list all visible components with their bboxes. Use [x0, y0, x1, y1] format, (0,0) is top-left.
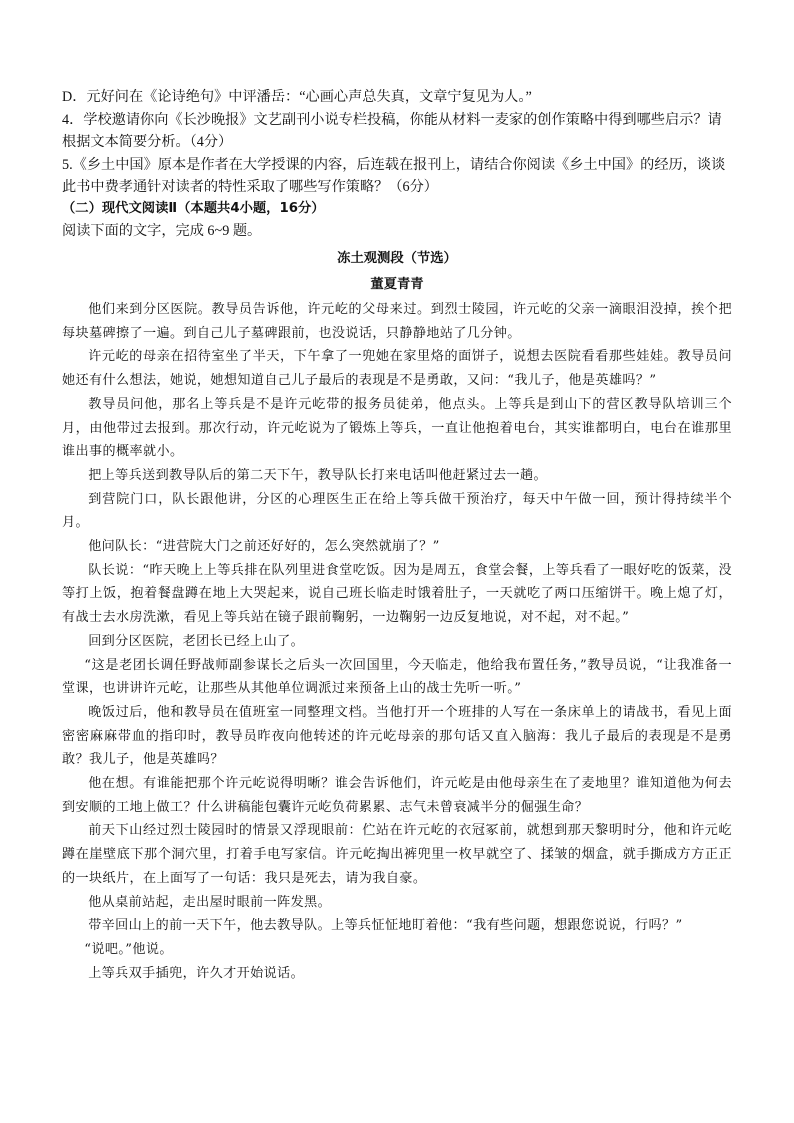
article-title: 冻土观测段（节选） — [337, 251, 457, 266]
article-paragraph: 他问队长：“进营院大门之前还好好的，怎么突然就崩了？” — [88, 539, 440, 555]
article-body — [62, 298, 732, 985]
article-paragraph: 上等兵双手插兜，许久才开始说话。 — [88, 965, 305, 981]
article-paragraph: 回到分区医院，老团长已经上山了。 — [88, 633, 305, 649]
article-author: 董夏青青 — [370, 277, 424, 292]
question-5: 5.《乡土中国》原本是作者在大学授课的内容，后连载在报刊上，请结合你阅读《乡土中国》的经历，谈谈此书中费孝通针对读者的特性采取了哪些写作策略？（6分） — [62, 157, 726, 195]
article-paragraph: 他们来到分区医院。教导员告诉他，许元屹的父母来过。到烈士陵园，许元屹的父亲一滴眼泪没掉，挨个把每块墓碑擦了一遍。到自己儿子墓碑跟前，也没说话，只静静地站了几分钟。 — [62, 302, 732, 341]
article-paragraph: 晚饭过后，他和教导员在值班室一同整理文档。当他打开一个班排的人写在一条床单上的请战书，看见上面密密麻麻带血的指印时，教导员昨夜向他转述的许元屹母亲的那句话又直入脑海：我儿子最后的表现是不是勇敢？我儿子，他是英雄吗？ — [62, 704, 732, 768]
article-paragraph: 带辛回山上的前一天下午，他去教导队。上等兵怔怔地盯着他：“我有些问题，想跟您说说，行吗？” — [88, 918, 683, 934]
section-heading: （二）现代文阅读Ⅱ（本题共4小题，16分） — [62, 201, 325, 216]
article-paragraph: 前天下山经过烈士陵园时的情景又浮现眼前：伫站在许元屹的衣冠冢前，就想到那天黎明时分，他和许元屹蹲在崖壁底下那个洞穴里，打着手电写家信。许元屹掏出裤兜里一枚早就空了、揉皱的烟盒，就手撕成方方正正的一块纸片，在上面写了一句话：我只是死去，请为我自豪。 — [62, 823, 732, 886]
article-paragraph: 教导员问他，那名上等兵是不是许元屹带的报务员徒弟，他点头。上等兵是到山下的营区教导队培训三个月，由他带过去报到。那次行动，许元屹说为了锻炼上等兵，一直让他抱着电台，其实谁都明白，电台在谁那里谁出事的概率就小。 — [62, 396, 732, 460]
article-paragraph: 队长说：“昨天晚上上等兵排在队列里进食堂吃饭。因为是周五，食堂会餐，上等兵看了一眼好吃的饭菜，没等打上饭，抱着餐盘蹲在地上大哭起来，说自己班长临走时饿着肚子，一天就吃了两口压缩饼干。晚上熄了灯，有战士去水房洗漱，看见上等兵站在镜子跟前鞠躬，一边鞠躬一边反复地说，对不起，对不起。” — [62, 562, 732, 626]
section-instruction: 阅读下面的文字，完成 6~9 题。 — [62, 223, 262, 239]
question-option-d: D．元好问在《论诗绝句》中评潘岳：“心画心声总失真，文章宁复见为人。” — [62, 89, 532, 105]
article-paragraph: 他从桌前站起，走出屋时眼前一阵发黑。 — [88, 894, 332, 910]
article-paragraph: 把上等兵送到教导队后的第二天下午，教导队长打来电话叫他赶紧过去一趟。 — [88, 467, 547, 483]
question-4: 4．学校邀请你向《长沙晚报》文艺副刊小说专栏投稿，你能从材料一麦家的创作策略中得到哪些启示？请根据文本简要分析。（4分） — [62, 112, 722, 150]
article-paragraph: 他在想。有谁能把那个许元屹说得明晰？谁会告诉他们，许元屹是由他母亲生在了麦地里？谁知道他为何去到安顺的工地上做工？什么讲稿能包囊许元屹负荷累累、志气未曾衰减半分的倔强生命？ — [62, 776, 732, 815]
article-paragraph: 到营院门口，队长跟他讲，分区的心理医生正在给上等兵做干预治疗，每天中午做一回，预计得持续半个月。 — [62, 491, 732, 531]
question-block — [62, 86, 732, 198]
article-paragraph: “说吧。”他说。 — [84, 941, 173, 957]
article-paragraph: 许元屹的母亲在招待室坐了半天，下午拿了一兜她在家里烙的面饼子，说想去医院看看那些娃娃。教导员问她还有什么想法，她说，她想知道自己儿子最后的表现是不是勇敢，又问：“我儿子，他是英雄吗？” — [62, 349, 732, 389]
article-paragraph: “这是老团长调任野战师副参谋长之后头一次回国里，今天临走，他给我布置任务，”教导员说，“让我准备一堂课，也讲讲许元屹，让那些从其他单位调派过来预备上山的战士先听一听。” — [62, 657, 732, 697]
